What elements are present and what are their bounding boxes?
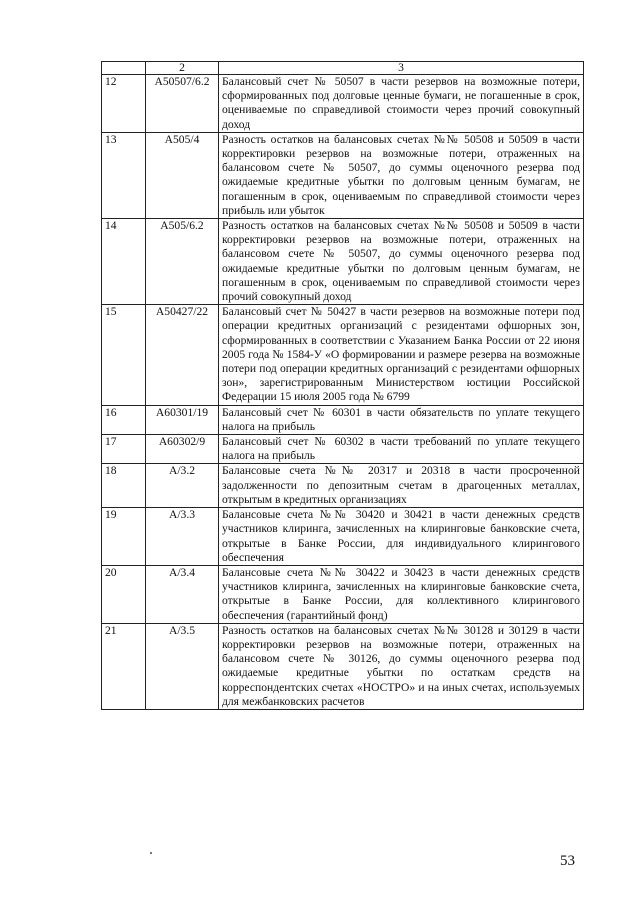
description-cell: Разность остатков на балансовых счетах №№ 50508 и 50509 в части корректировки резервов на возможные потери, отраженных на балансовом счете № 50507, до суммы оценочного резерва под ожидаемые кредитные убытки по долговым ценным бумагам, не погашенным в срок, оцениваемым по справедливой стоимости через прибыль или убыток: [219, 132, 584, 218]
table-row: [102, 565, 584, 623]
account-code-cell: А505/4: [146, 132, 219, 218]
account-code-cell: А505/6.2: [146, 219, 219, 305]
table-body: [102, 75, 584, 710]
table-row: [102, 75, 584, 133]
row-number-cell: 14: [102, 219, 146, 305]
row-number-cell: 19: [102, 508, 146, 566]
table-row: [102, 219, 584, 305]
account-code-cell: А/3.5: [146, 623, 219, 709]
account-code-cell: А/3.2: [146, 464, 219, 508]
row-number-cell: 12: [102, 75, 146, 133]
table-row: [102, 508, 584, 566]
header-cell-column-3: 3: [219, 62, 584, 75]
description-cell: Балансовый счет № 50507 в части резервов на возможные потери, сформированных под долговые ценные бумаги, не погашенные в срок, оцениваемые по справедливой стоимости через прочий совокупный доход: [219, 75, 584, 133]
description-cell: Разность остатков на балансовых счетах №№ 30128 и 30129 в части корректировки резервов на возможные потери, отраженных на балансовом счете № 30126, до суммы оценочного резерва под ожидаемые кредитные убытки по остаткам средств на корреспондентских счетах «НОСТРО» и на иных счетах, используемых для межбанковских расчетов: [219, 623, 584, 709]
description-cell: Балансовый счет № 60301 в части обязательств по уплате текущего налога на прибыль: [219, 405, 584, 434]
header-row: [102, 62, 584, 75]
account-code-cell: А/3.3: [146, 508, 219, 566]
account-code-cell: А60302/9: [146, 435, 219, 464]
table-row: [102, 464, 584, 508]
table-row: [102, 435, 584, 464]
row-number-cell: 13: [102, 132, 146, 218]
account-code-cell: А60301/19: [146, 405, 219, 434]
description-cell: Балансовые счета №№ 30420 и 30421 в части денежных средств участников клиринга, зачисленных на клиринговые банковские счета, открытые в Банке России, для индивидуального клирингового обеспечения: [219, 508, 584, 566]
scan-speck: [150, 852, 152, 854]
account-code-cell: А/3.4: [146, 565, 219, 623]
row-number-cell: 17: [102, 435, 146, 464]
header-cell-blank: [102, 62, 146, 75]
table-row: [102, 623, 584, 709]
table-row: [102, 305, 584, 405]
description-cell: Балансовые счета №№ 30422 и 30423 в части денежных средств участников клиринга, зачисленных на клиринговые банковские счета, открытые в Банке России, для коллективного клирингового обеспечения (гарантийный фонд): [219, 565, 584, 623]
row-number-cell: 15: [102, 305, 146, 405]
row-number-cell: 20: [102, 565, 146, 623]
description-cell: Разность остатков на балансовых счетах №№ 50508 и 50509 в части корректировки резервов на возможные потери, отраженных на балансовом счете № 50507, до суммы оценочного резерва под ожидаемые кредитные убытки по долговым ценным бумагам, не погашенным в срок, оцениваемым по справедливой стоимости через прочий совокупный доход: [219, 219, 584, 305]
description-cell: Балансовый счет № 60302 в части требований по уплате текущего налога на прибыль: [219, 435, 584, 464]
row-number-cell: 21: [102, 623, 146, 709]
table-row: [102, 132, 584, 218]
description-cell: Балансовые счета №№ 20317 и 20318 в части просроченной задолженности по депозитным счетам в драгоценных металлах, открытым в кредитных организациях: [219, 464, 584, 508]
description-cell: Балансовый счет № 50427 в части резервов на возможные потери под операции кредитных организаций с резидентами офшорных зон, сформированных в соответствии с Указанием Банка России от 22 июня 2005 года № 1584-У «О формировании и размере резерва на возможные потери под операции кредитных организаций с резидентами офшорных зон», зарегистрированным Министерством юстиции Российской Федерации 15 июля 2005 года № 6799: [219, 305, 584, 405]
table-row: [102, 405, 584, 434]
table-header: [102, 62, 584, 75]
row-number-cell: 16: [102, 405, 146, 434]
header-cell-column-2: 2: [146, 62, 219, 75]
accounts-table: [101, 61, 584, 710]
account-code-cell: А50427/22: [146, 305, 219, 405]
row-number-cell: 18: [102, 464, 146, 508]
page-number: 53: [560, 853, 575, 869]
account-code-cell: А50507/6.2: [146, 75, 219, 133]
